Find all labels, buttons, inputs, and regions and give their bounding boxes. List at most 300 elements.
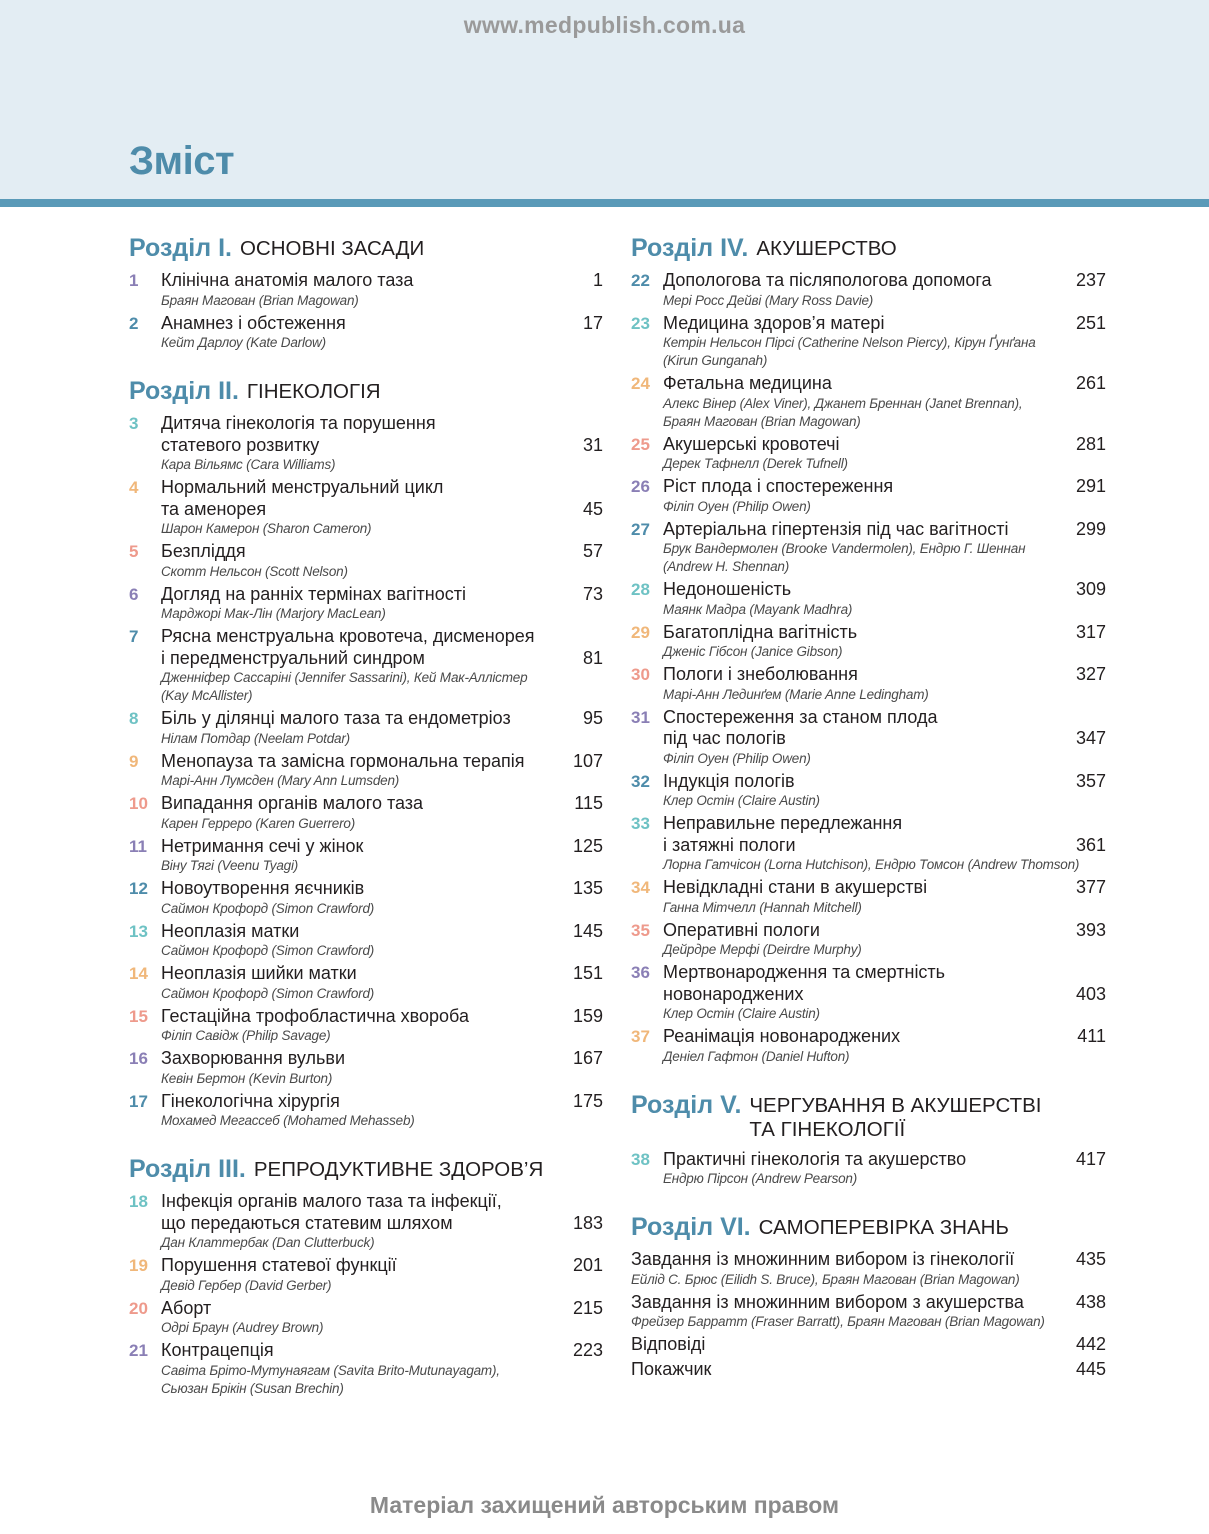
entry-body [663, 622, 1106, 662]
page-number: 251 [1075, 312, 1106, 333]
entry-body [663, 707, 1106, 768]
chapter-title: Завдання із множинним вибором з акушерства [631, 1291, 1024, 1312]
page-number: 135 [572, 878, 603, 898]
chapter-number: 32 [631, 771, 650, 791]
chapter-number: 38 [631, 1149, 650, 1169]
chapter-number: 11 [129, 836, 147, 856]
chapter-author: Девід Гербер (David Gerber) [161, 1277, 332, 1293]
entry-body [663, 373, 1106, 431]
page-number: 393 [1075, 919, 1106, 940]
chapter-author: Марі-Анн Лединґем (Marie Anne Ledingham) [663, 686, 929, 702]
entry-body [161, 541, 603, 581]
entry-title-row [161, 626, 603, 669]
toc-entry[interactable] [631, 1249, 1106, 1289]
toc-entry[interactable] [631, 1149, 1106, 1189]
toc-entry[interactable] [631, 373, 1106, 431]
copyright-notice: Матеріал захищений авторським правом [369, 1492, 840, 1518]
chapter-number: 12 [129, 879, 148, 898]
page-number: 403 [1075, 983, 1106, 1004]
page-number: 438 [1075, 1291, 1106, 1312]
chapter-title: Біль у ділянці малого таза та ендометріоз [161, 708, 511, 728]
chapter-title: Допологова та післяпологова допомога [663, 270, 992, 290]
toc-entry[interactable] [129, 1191, 603, 1252]
entry-body [161, 477, 603, 538]
page-number: 411 [1077, 1026, 1106, 1046]
section-title: ГІНЕКОЛОГІЯ [246, 380, 381, 403]
entry-title-row [663, 313, 1106, 335]
entry-body [161, 708, 603, 748]
page-number: 299 [1075, 518, 1106, 539]
chapter-number: 15 [129, 1006, 148, 1026]
entry-title-row [663, 373, 1106, 395]
chapter-title: Пологи і знеболювання [663, 664, 858, 684]
section-title: РЕПРОДУКТИВНЕ ЗДОРОВ’Я [253, 1158, 544, 1181]
entry-body [161, 313, 603, 353]
entry-title-row [161, 313, 603, 335]
chapter-title: Гестаційна трофобластична хвороба [161, 1005, 469, 1026]
section-label: Розділ II. [129, 377, 239, 405]
toc-entry[interactable] [631, 771, 1106, 811]
entry-title-row [663, 920, 1106, 942]
toc-entry[interactable] [631, 813, 1106, 874]
page-number: 183 [572, 1212, 603, 1233]
entry-body [663, 313, 1106, 371]
chapter-title: Покажчик [631, 1358, 712, 1379]
entry-title-row [161, 477, 603, 520]
entry-title-row [161, 878, 603, 900]
chapter-number: 9 [129, 751, 139, 771]
toc-section [631, 1090, 1106, 1189]
chapter-number: 4 [129, 478, 139, 497]
toc-entry[interactable] [631, 877, 1106, 917]
toc-entry[interactable] [631, 707, 1106, 768]
section-label: Розділ III. [129, 1155, 246, 1183]
chapter-number: 18 [129, 1192, 148, 1211]
chapter-author: Дженніфер Сассаріні (Jennifer Sassarini), Кей Мак-Аллістер (Kay McAllister) [161, 670, 528, 703]
chapter-number: 36 [631, 963, 650, 982]
entry-title-row [161, 270, 603, 292]
entry-title-row [161, 793, 603, 815]
chapter-author: Саймон Крофорд (Simon Crawford) [161, 985, 375, 1001]
page-number: 81 [582, 647, 603, 668]
page-number: 357 [1075, 770, 1106, 791]
chapter-author: Маянк Мадра (Mayank Madhra) [663, 601, 853, 617]
chapter-number: 33 [631, 814, 650, 833]
toc-entry[interactable] [631, 622, 1106, 662]
page-number: 237 [1075, 270, 1106, 290]
entry-title-row [161, 708, 603, 730]
chapter-number: 7 [129, 627, 139, 646]
toc-entry[interactable] [129, 963, 603, 1003]
entry-title-row [663, 1026, 1106, 1048]
page-number: 201 [572, 1255, 603, 1275]
entry-title-row [161, 921, 603, 943]
chapter-number: 27 [631, 519, 650, 539]
entry-body [631, 1292, 1106, 1332]
chapter-number: 30 [631, 665, 650, 684]
entry-body [161, 1048, 603, 1088]
chapter-number: 22 [631, 271, 650, 290]
entry-title-row [161, 1091, 603, 1113]
toc-entry[interactable] [129, 751, 603, 791]
entry-title-row [663, 579, 1106, 601]
chapter-number: 19 [129, 1256, 148, 1275]
chapter-title: Гінекологічна хірургія [161, 1090, 340, 1111]
chapter-author: Скотт Нельсон (Scott Nelson) [161, 563, 348, 579]
page-number: 159 [572, 1005, 603, 1026]
section-heading [631, 1212, 1106, 1242]
toc-section [631, 1212, 1106, 1380]
chapter-number: 2 [129, 313, 139, 333]
entry-body [161, 584, 603, 624]
section-label: Розділ IV. [631, 234, 749, 262]
chapter-author: Кара Вільямс (Cara Williams) [161, 457, 336, 472]
entry-body [663, 476, 1106, 516]
page-number: 145 [572, 920, 603, 941]
entry-body [161, 626, 603, 705]
chapter-number: 26 [631, 477, 650, 496]
chapter-title: Неоплазія матки [161, 920, 300, 941]
page-number: 442 [1075, 1334, 1106, 1354]
entry-body [161, 413, 603, 474]
entry-title-row [161, 584, 603, 606]
toc-entry[interactable] [631, 664, 1106, 704]
entry-body [161, 1091, 603, 1131]
chapter-author: Савіта Бріто-Мутунаягам (Savita Brito-Mutunayagam), Сьюзан Брікін (Susan Brechin) [161, 1362, 500, 1396]
entry-title-row [631, 1359, 1106, 1381]
entry-body [663, 434, 1106, 474]
chapter-author: Дженіс Гібсон (Janice Gibson) [663, 644, 843, 659]
chapter-title: Нормальний менструальний цикл та аменорея [161, 477, 444, 519]
entry-body [663, 519, 1106, 577]
entry-title-row [161, 1340, 603, 1362]
chapter-title: Фетальна медицина [663, 373, 832, 393]
chapter-number: 37 [631, 1027, 650, 1046]
chapter-author: Марджорі Мак-Лін (Marjory MacLean) [161, 606, 386, 621]
chapter-title: Клінічна анатомія малого таза [161, 270, 414, 290]
chapter-number: 10 [129, 794, 148, 813]
entry-title-row [663, 476, 1106, 498]
section-label: Розділ VI. [631, 1213, 751, 1241]
toc-entry[interactable] [129, 313, 603, 353]
entry-title-row [161, 541, 603, 563]
toc-section [129, 1154, 603, 1398]
toc-entry[interactable] [631, 1026, 1106, 1066]
chapter-title: Завдання із множинним вибором із гінекології [631, 1249, 1015, 1269]
chapter-title: Практичні гінекологія та акушерство [663, 1148, 967, 1169]
site-url[interactable]: www.medpublish.com.ua [463, 12, 746, 38]
page-number: 45 [582, 498, 603, 519]
entry-body [663, 1026, 1106, 1066]
chapter-author: Брук Вандермолен (Brooke Vandermolen), Ендрю Г. Шеннан (Andrew H. Shennan) [663, 541, 1026, 574]
chapter-author: Браян Магован (Brian Magowan) [161, 292, 359, 308]
chapter-author: Нілам Потдар (Neelam Potdar) [161, 730, 350, 746]
page-number: 223 [572, 1340, 603, 1360]
entry-title-row [663, 664, 1106, 686]
page-number: 377 [1075, 877, 1106, 897]
entry-title-row [161, 413, 603, 456]
section-title: АКУШЕРСТВО [756, 237, 897, 260]
chapter-number: 16 [129, 1049, 148, 1068]
entry-body [161, 751, 603, 791]
chapter-title: Реанімація новонароджених [663, 1026, 901, 1046]
toc-entry[interactable] [129, 1255, 603, 1295]
toc-entry[interactable] [631, 519, 1106, 577]
chapter-number: 13 [129, 921, 148, 941]
chapter-author: Філіп Оуен (Philip Owen) [663, 750, 811, 766]
page-number: 175 [572, 1090, 603, 1111]
chapter-number: 35 [631, 920, 650, 940]
chapter-author: Карен Герреро (Karen Guerrero) [161, 815, 355, 831]
entry-title-row [663, 434, 1106, 456]
entry-body [663, 813, 1106, 874]
entry-body [663, 579, 1106, 619]
entry-body [663, 920, 1106, 960]
entry-body [663, 962, 1106, 1023]
toc-entry[interactable] [129, 921, 603, 961]
entry-title-row [161, 751, 603, 773]
chapter-number: 6 [129, 584, 139, 604]
chapter-author: Філіп Оуен (Philip Owen) [663, 498, 811, 514]
chapter-author: Клер Остін (Claire Austin) [663, 793, 820, 808]
chapter-title: Оперативні пологи [663, 919, 820, 940]
chapter-author: Кевін Бертон (Kevin Burton) [161, 1070, 333, 1086]
entry-title-row [663, 707, 1106, 750]
chapter-title: Акушерські кровотечі [663, 433, 840, 454]
chapter-number: 23 [631, 313, 650, 333]
entry-title-row [663, 962, 1106, 1005]
chapter-title: Нетримання сечі у жінок [161, 835, 364, 856]
toc-entry[interactable] [631, 270, 1106, 310]
chapter-title: Захворювання вульви [161, 1048, 346, 1068]
page-number: 95 [582, 708, 603, 728]
toc-section [129, 233, 603, 352]
toc-entry[interactable] [631, 579, 1106, 619]
chapter-title: Порушення статевої функції [161, 1255, 397, 1275]
toc-entry[interactable] [129, 1048, 603, 1088]
entry-title-row [663, 771, 1106, 793]
entry-title-row [663, 1149, 1106, 1171]
entry-body [161, 1255, 603, 1295]
toc-entry[interactable] [129, 708, 603, 748]
page-number: 151 [572, 963, 603, 983]
section-label: Розділ I. [129, 234, 232, 262]
chapter-number: 24 [631, 374, 650, 393]
section-title: САМОПЕРЕВІРКА ЗНАНЬ [758, 1216, 1009, 1239]
section-heading [129, 233, 603, 263]
entry-title-row [161, 963, 603, 985]
toc-entry[interactable] [631, 962, 1106, 1023]
chapter-number: 20 [129, 1298, 148, 1318]
chapter-number: 34 [631, 878, 650, 897]
entry-body [161, 878, 603, 918]
page-number: 215 [572, 1297, 603, 1318]
chapter-author: Фрейзер Барратт (Fraser Barratt), Браян Магован (Brian Magowan) [631, 1314, 1045, 1329]
chapter-title: Безпліддя [161, 541, 246, 561]
chapter-author: Мері Росс Дейві (Mary Ross Davie) [663, 292, 874, 308]
page-number: 347 [1075, 728, 1106, 748]
chapter-author: Деніел Гафтон (Daniel Hufton) [663, 1048, 850, 1064]
toc-entry[interactable] [129, 1298, 603, 1338]
toc-entry[interactable] [129, 878, 603, 918]
page-number: 327 [1075, 664, 1106, 684]
chapter-author: Саймон Крофорд (Simon Crawford) [161, 900, 375, 916]
chapter-author: Ейлід С. Брюс (Eilidh S. Bruce), Браян Магован (Brian Magowan) [631, 1271, 1020, 1287]
entry-body [663, 1149, 1106, 1189]
page-number: 1 [592, 270, 603, 290]
entry-body [161, 1191, 603, 1252]
entry-title-row [161, 1191, 603, 1234]
entry-body [161, 963, 603, 1003]
entry-body [631, 1334, 1106, 1356]
chapter-title: Недоношеність [663, 579, 792, 599]
toc-entry[interactable] [631, 1359, 1106, 1381]
page-number: 445 [1075, 1358, 1106, 1379]
section-title: ЧЕРГУВАННЯ В АКУШЕРСТВІ ТА ГІНЕКОЛОГІЇ [749, 1093, 1042, 1141]
toc-entry[interactable] [129, 793, 603, 833]
entry-title-row [161, 1048, 603, 1070]
chapter-author: Шарон Камерон (Sharon Cameron) [161, 521, 372, 536]
chapter-author: Кетрін Нельсон Пірсі (Catherine Nelson Piercy), Кірун Ґунґана (Kirun Gunganah) [663, 335, 1036, 368]
chapter-author: Саймон Крофорд (Simon Crawford) [161, 943, 375, 958]
page-number: 167 [572, 1048, 603, 1068]
section-title: ОСНОВНІ ЗАСАДИ [239, 237, 425, 260]
entry-body [161, 836, 603, 876]
toc-entry[interactable] [129, 836, 603, 876]
toc-entry[interactable] [129, 477, 603, 538]
entry-body [663, 664, 1106, 704]
chapter-author: Ендрю Пірсон (Andrew Pearson) [663, 1171, 858, 1186]
entry-body [631, 1359, 1106, 1381]
chapter-number: 29 [631, 622, 650, 642]
entry-body [663, 270, 1106, 310]
chapter-title: Анамнез і обстеження [161, 312, 346, 333]
chapter-title: Мертвонародження та смертність новонароджених [663, 962, 946, 1004]
chapter-author: Філіп Савідж (Philip Savage) [161, 1028, 331, 1043]
toc-section [129, 376, 603, 1130]
chapter-title: Новоутворення яєчників [161, 878, 365, 898]
section-heading [129, 376, 603, 406]
chapter-title: Медицина здоров’я матері [663, 312, 885, 333]
toc-entry[interactable] [129, 584, 603, 624]
chapter-author: Дан Клаттербак (Dan Clutterbuck) [161, 1235, 375, 1250]
toc-entry[interactable] [129, 1006, 603, 1046]
entry-title-row [663, 877, 1106, 899]
chapter-number: 8 [129, 709, 139, 728]
entry-title-row [631, 1249, 1106, 1271]
chapter-title: Контрацепція [161, 1340, 274, 1360]
chapter-title: Невідкладні стани в акушерстві [663, 877, 928, 897]
page-number: 57 [582, 541, 603, 561]
entry-title-row [663, 813, 1106, 856]
chapter-author: Кейт Дарлоу (Kate Darlow) [161, 335, 326, 350]
chapter-title: Рясна менструальна кровотеча, дисменорея і передменструальний синдром [161, 626, 535, 668]
chapter-title: Артеріальна гіпертензія під час вагітності [663, 518, 1009, 539]
entry-body [663, 877, 1106, 917]
chapter-author: Алекс Вінер (Alex Viner), Джанет Бреннан (Janet Brennan), Браян Магован (Brian Magowan) [663, 395, 1023, 429]
chapter-author: Марі-Анн Лумсден (Mary Ann Lumsden) [161, 773, 400, 788]
chapter-title: Догляд на ранніх термінах вагітності [161, 583, 466, 604]
chapter-author: Одрі Браун (Audrey Brown) [161, 1320, 324, 1335]
entry-body [631, 1249, 1106, 1289]
chapter-number: 21 [129, 1341, 148, 1360]
page-number: 107 [572, 750, 603, 771]
toc-section [631, 233, 1106, 1066]
entry-title-row [631, 1334, 1106, 1356]
toc-column-left [129, 233, 603, 1422]
chapter-author: Лорна Гатчісон (Lorna Hutchison), Ендрю Томсон (Andrew Thomson) [663, 857, 1080, 872]
chapter-title: Неоплазія шийки матки [161, 963, 357, 983]
toc-entry[interactable] [631, 920, 1106, 960]
chapter-number: 14 [129, 964, 148, 983]
entry-body [161, 1006, 603, 1046]
page-number: 317 [1075, 621, 1106, 642]
toc-entry[interactable] [631, 1292, 1106, 1332]
chapter-number: 5 [129, 542, 139, 561]
entry-title-row [161, 1298, 603, 1320]
chapter-author: Ганна Мітчелл (Hannah Mitchell) [663, 899, 862, 915]
page-number: 309 [1075, 579, 1106, 599]
page-number: 261 [1075, 373, 1106, 393]
toc-entry[interactable] [631, 1334, 1106, 1356]
toc-entry[interactable] [631, 434, 1106, 474]
chapter-title: Випадання органів малого таза [161, 793, 424, 813]
page-number: 281 [1075, 433, 1106, 454]
chapter-number: 1 [129, 271, 139, 290]
chapter-author: Клер Остін (Claire Austin) [663, 1006, 820, 1021]
chapter-number: 17 [129, 1091, 148, 1111]
chapter-title: Індукція пологів [663, 770, 795, 791]
page-number: 115 [574, 793, 603, 813]
toc-entry[interactable] [129, 413, 603, 474]
entry-title-row [161, 836, 603, 858]
chapter-title: Дитяча гінекологія та порушення статевого розвитку [161, 413, 436, 455]
entry-body [161, 793, 603, 833]
entry-title-row [161, 1255, 603, 1277]
chapter-author: Дейрдре Мерфі (Deirdre Murphy) [663, 942, 862, 957]
page-number: 417 [1075, 1148, 1106, 1169]
chapter-author: Мохамед Мегассеб (Mohamed Mehasseb) [161, 1113, 415, 1128]
section-heading [631, 1090, 1106, 1142]
chapter-title: Аборт [161, 1297, 212, 1318]
entry-body [161, 921, 603, 961]
page-number: 31 [582, 434, 603, 455]
entry-body [161, 270, 603, 310]
page-number: 361 [1075, 834, 1106, 855]
chapter-title: Неправильне передлежання і затяжні пологи [663, 813, 903, 855]
toc-entry[interactable] [129, 1340, 603, 1398]
page-number: 73 [582, 583, 603, 604]
toc-entry[interactable] [129, 1091, 603, 1131]
entry-title-row [161, 1006, 603, 1028]
header-rule [0, 199, 1209, 207]
section-heading [631, 233, 1106, 263]
page-number: 17 [582, 312, 603, 333]
chapter-title: Ріст плода і спостереження [663, 476, 894, 496]
page-title: Зміст [129, 139, 235, 183]
chapter-title: Менопауза та замісна гормональна терапія [161, 750, 525, 771]
chapter-title: Інфекція органів малого таза та інфекції, що передаються статевим шляхом [161, 1191, 502, 1233]
page-number: 435 [1075, 1249, 1106, 1269]
section-heading [129, 1154, 603, 1184]
toc-entry[interactable] [129, 541, 603, 581]
toc-entry[interactable] [631, 476, 1106, 516]
entry-body [161, 1298, 603, 1338]
toc-entry[interactable] [129, 626, 603, 705]
entry-title-row [663, 519, 1106, 541]
toc-entry[interactable] [631, 313, 1106, 371]
toc-entry[interactable] [129, 270, 603, 310]
